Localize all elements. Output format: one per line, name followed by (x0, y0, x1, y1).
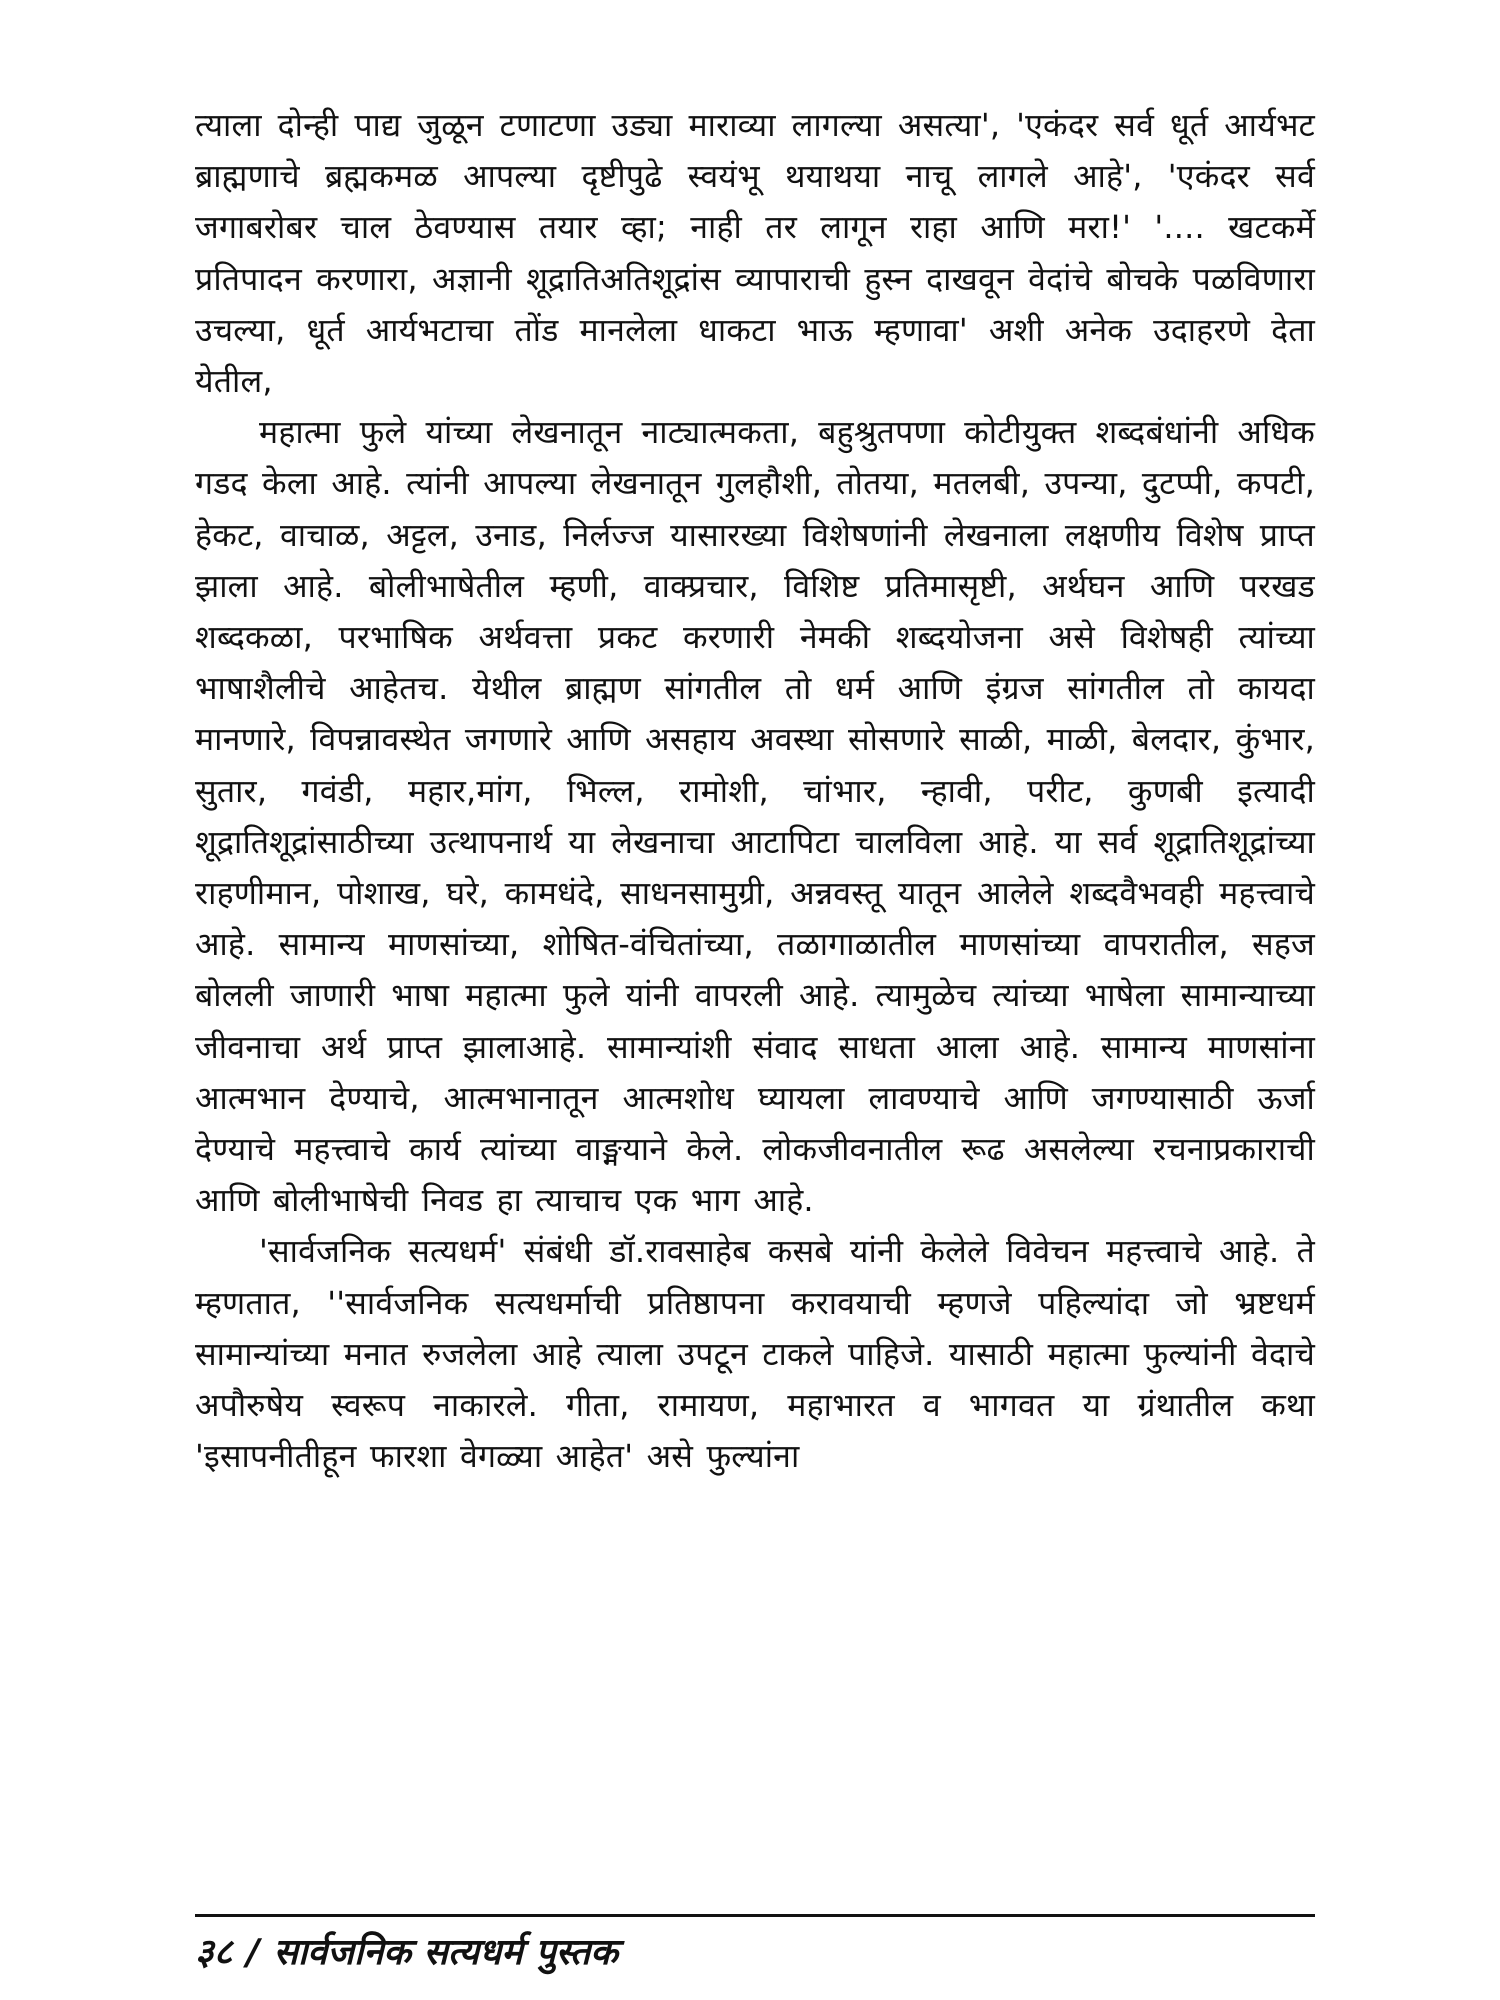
book-title: सार्वजनिक सत्यधर्म पुस्तक (273, 1932, 618, 1973)
book-page (195, 100, 1315, 1980)
page-number: ३८ (195, 1932, 233, 1973)
footer-divider (195, 1914, 1315, 1917)
paragraph-satyadharma: 'सार्वजनिक सत्यधर्म' संबंधी डॉ.रावसाहेब कसबे यांनी केलेले विवेचन महत्त्वाचे आहे. ते म्हणतात, ''सार्वजनिक सत्यधर्माची प्रतिष्ठापना करावयाची म्हणजे पहिल्यांदा जो भ्रष्टधर्म सामान्यांच्या मनात रुजलेला आहे त्याला उपटून टाकले पाहिजे. यासाठी महात्मा फुल्यांनी वेदाचे अपौरुषेय स्वरूप नाकारले. गीता, रामायण, महाभारत व भागवत या ग्रंथातील कथा 'इसापनीतीहून फारशा वेगळ्या आहेत' असे फुल्यांना (195, 1232, 1315, 1476)
page-body-text (195, 100, 1315, 1482)
paragraph-continuation: त्याला दोन्ही पाद्य जुळून टणाटणा उड्या माराव्या लागल्या असत्या', 'एकंदर सर्व धूर्त आर्यभट ब्राह्मणाचे ब्रह्मकमळ आपल्या दृष्टीपुढे स्वयंभू थयाथया नाचू लागले आहे', 'एकंदर सर्व जगाबरोबर चाल ठेवण्यास तयार व्हा; नाही तर लागून राहा आणि मरा!' '.... खटकर्मे प्रतिपादन करणारा, अज्ञानी शूद्रातिअतिशूद्रांस व्यापाराची हुस्न दाखवून वेदांचे बोचके पळविणारा उचल्या, धूर्त आर्यभटाचा तोंड मानलेला धाकटा भाऊ म्हणावा' अशी अनेक उदाहरणे देता येतील, (195, 106, 1315, 401)
page-footer (195, 1926, 618, 1975)
footer-separator: / (246, 1932, 260, 1973)
paragraph-language-style: महात्मा फुले यांच्या लेखनातून नाट्यात्मकता, बहुश्रुतपणा कोटीयुक्त शब्दबंधांनी अधिक गडद केला आहे. त्यांनी आपल्या लेखनातून गुलहौशी, तोतया, मतलबी, उपन्या, दुटप्पी, कपटी, हेकट, वाचाळ, अट्टल, उनाड, निर्लज्ज यासारख्या विशेषणांनी लेखनाला लक्षणीय विशेष प्राप्त झाला आहे. बोलीभाषेतील म्हणी, वाक्प्रचार, विशिष्ट प्रतिमासृष्टी, अर्थघन आणि परखड शब्दकळा, परभाषिक अर्थवत्ता प्रकट करणारी नेमकी शब्दयोजना असे विशेषही त्यांच्या भाषाशैलीचे आहेतच. येथील ब्राह्मण सांगतील तो धर्म आणि इंग्रज सांगतील तो कायदा मानणारे, विपन्नावस्थेत जगणारे आणि असहाय अवस्था सोसणारे साळी, माळी, बेलदार, कुंभार, सुतार, गवंडी, महार,मांग, भिल्ल, रामोशी, चांभार, न्हावी, परीट, कुणबी इत्यादी शूद्रातिशूद्रांसाठीच्या उत्थापनार्थ या लेखनाचा आटापिटा चालविला आहे. या सर्व शूद्रातिशूद्रांच्या राहणीमान, पोशाख, घरे, कामधंदे, साधनसामुग्री, अन्नवस्तू यातून आलेले शब्दवैभवही महत्त्वाचे आहे. सामान्य माणसांच्या, शोषित-वंचितांच्या, तळागाळातील माणसांच्या वापरातील, सहज बोलली जाणारी भाषा महात्मा फुले यांनी वापरली आहे. त्यामुळेच त्यांच्या भाषेला सामान्याच्या जीवनाचा अर्थ प्राप्त झालाआहे. सामान्यांशी संवाद साधता आला आहे. सामान्य माणसांना आत्मभान देण्याचे, आत्मभानातून आत्मशोध घ्यायला लावण्याचे आणि जगण्यासाठी ऊर्जा देण्याचे महत्त्वाचे कार्य त्यांच्या वाङ्मयाने केले. लोकजीवनातील रूढ असलेल्या रचनाप्रकाराची आणि बोलीभाषेची निवड हा त्याचाच एक भाग आहे. (195, 413, 1315, 1220)
